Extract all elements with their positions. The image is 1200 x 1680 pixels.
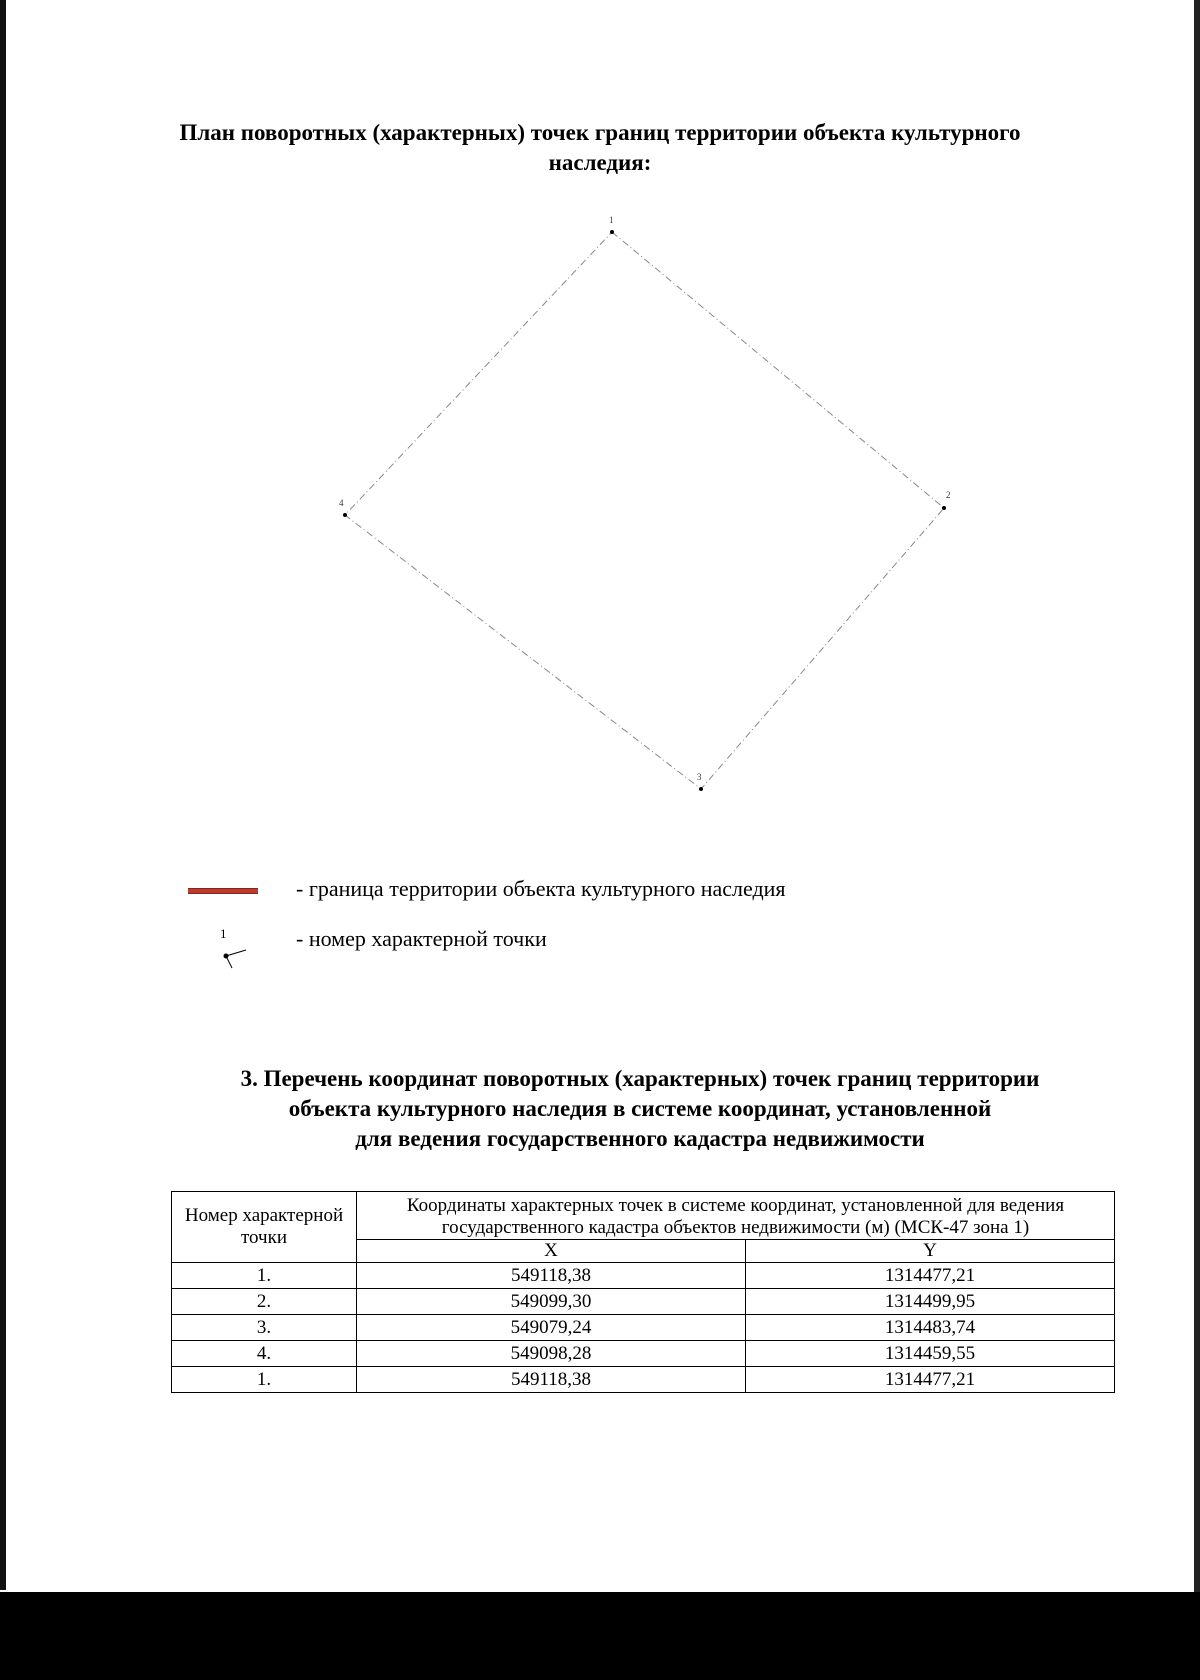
- cell-x: 549079,24: [357, 1315, 746, 1341]
- legend-boundary-label: - граница территории объекта культурного наследия: [296, 876, 786, 901]
- table-row: [172, 1263, 1115, 1289]
- cell-y: 1314477,21: [746, 1367, 1115, 1393]
- table-row: [172, 1315, 1115, 1341]
- coordinates-table: [171, 1191, 1115, 1393]
- scan-border-bottom: [0, 1592, 1200, 1680]
- legend-point-label: - номер характерной точки: [296, 926, 547, 951]
- point-label-4: 4: [339, 498, 344, 508]
- cell-point-number: 1.: [172, 1367, 357, 1393]
- cell-y: 1314459,55: [746, 1341, 1115, 1367]
- section-title-line-1: 3. Перечень координат поворотных (характерных) точек границ территории: [240, 1066, 1040, 1091]
- cell-x: 549099,30: [357, 1289, 746, 1315]
- table-row: [172, 1289, 1115, 1315]
- header-y: Y: [746, 1240, 1115, 1263]
- cell-y: 1314477,21: [746, 1263, 1115, 1289]
- header-point-number: Номер характерной точки: [172, 1192, 357, 1263]
- plan-title: План поворотных (характерных) точек границ территории объекта культурного наследия:: [179, 120, 1021, 175]
- boundary-point-4: [339, 498, 347, 517]
- legend-point-icon-label: 1: [220, 926, 227, 941]
- cell-x: 549118,38: [357, 1263, 746, 1289]
- legend-boundary-swatch: [188, 888, 258, 894]
- section-title: [150, 1064, 1130, 1154]
- boundary-point-3: [697, 772, 703, 791]
- point-label-2: 2: [946, 490, 951, 500]
- header-x: X: [357, 1240, 746, 1263]
- boundary-polygon: [345, 232, 944, 789]
- cell-y: 1314483,74: [746, 1315, 1115, 1341]
- table-row: [172, 1341, 1115, 1367]
- cell-x: 549098,28: [357, 1341, 746, 1367]
- table-header-row: [172, 1192, 1115, 1240]
- legend-point-icon: [212, 924, 252, 974]
- cell-y: 1314499,95: [746, 1289, 1115, 1315]
- point-label-1: 1: [609, 215, 614, 225]
- boundary-point-1: [609, 215, 614, 234]
- cell-point-number: 1.: [172, 1263, 357, 1289]
- section-title-line-3: для ведения государственного кадастра недвижимости: [355, 1126, 925, 1151]
- cell-x: 549118,38: [357, 1367, 746, 1393]
- header-coordinates: Координаты характерных точек в системе координат, установленной для ведения государственного кадастра объектов недвижимости (м) (МСК-47 зона 1): [357, 1192, 1115, 1240]
- table-row: [172, 1367, 1115, 1393]
- cell-point-number: 3.: [172, 1315, 357, 1341]
- section-title-line-2: объекта культурного наследия в системе координат, установленной: [288, 1096, 992, 1121]
- point-label-3: 3: [697, 772, 702, 782]
- boundary-point-2: [942, 490, 951, 510]
- cell-point-number: 2.: [172, 1289, 357, 1315]
- cell-point-number: 4.: [172, 1341, 357, 1367]
